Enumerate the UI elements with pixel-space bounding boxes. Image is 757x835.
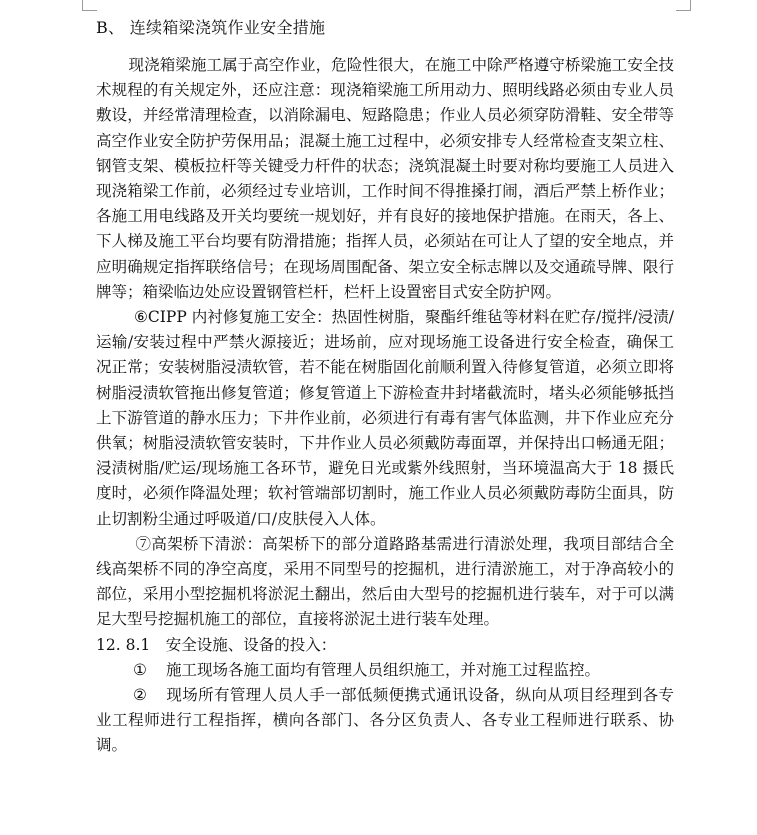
crop-mark-left <box>82 0 97 11</box>
section-heading: B、 连续箱梁浇筑作业安全措施 <box>96 18 326 37</box>
list-item-2-number: ② <box>133 686 147 705</box>
list-item-2-text: 现场所有管理人员人手一部低频便携式通讯设备，纵向从项目经理到各专业工程师进行工程指挥，横向各部门、各分区负责人、各专业工程师进行联系、协调。 <box>96 686 674 755</box>
crop-mark-right <box>676 0 691 11</box>
paragraph-bridge-dredging: ⑦高架桥下清淤：高架桥下的部分道路路基需进行清淤处理，我项目部结合全线高架桥不同的净空高度，采用不同型号的挖掘机，进行清淤施工，对于净高较小的部位，采用小型挖掘机将淤泥土翻出，然后由大型号的挖掘机进行装车，对于可以满足大型号挖掘机施工的部位，直接将淤泥土进行装车处理。 <box>96 534 674 629</box>
list-item-2 <box>96 683 674 759</box>
section-line-investment: 12. 8.1 安全设施、设备的投入： <box>96 635 337 654</box>
list-item-1-text: 施工现场各施工面均有管理人员组织施工，并对施工过程监控。 <box>166 660 601 679</box>
document-body <box>96 15 674 759</box>
list-item-1 <box>96 658 674 683</box>
paragraph-box-girder-safety: 现浇箱梁施工属于高空作业，危险性很大，在施工中除严格遵守桥梁施工安全技术规程的有关规定外，还应注意：现浇箱梁施工所用动力、照明线路必须由专业人员敷设，并经常清理检查，以消除漏电、短路隐患；作业人员必须穿防滑鞋、安全带等高空作业安全防护劳保用品；混凝土施工过程中，必须安排专人经常检查支架立柱、钢管支架、模板拉杆等关键受力杆件的状态；浇筑混凝土时要对称均要施工人员进入现浇箱梁工作前，必须经过专业培训，工作时间不得推搡打闹，酒后严禁上桥作业；各施工用电线路及开关均要统一规划好，并有良好的接地保护措施。在雨天，各上、下人梯及施工平台均要有防滑措施；指挥人员，必须站在可让人了望的安全地点，并应明确规定指挥联络信号；在现场周围配备、架立安全标志牌以及交通疏导牌、限行牌等；箱梁临边处应设置钢管栏杆，栏杆上设置密目式安全防护网。 <box>96 56 674 301</box>
list-item-1-number: ① <box>133 660 147 679</box>
paragraph-cipp-safety: ⑥CIPP 内衬修复施工安全：热固性树脂，聚酯纤维毡等材料在贮存/搅拌/浸渍/运输/安装过程中严禁火源接近；进场前，应对现场施工设备进行安全检查，确保工况正常；安装树脂浸渍软管，若不能在树脂固化前顺利置入待修复管道，必须立即将树脂浸渍软管拖出修复管道；修复管道上下游检查井封堵截流时，堵头必须能够抵挡上下游管道的静水压力；下井作业前，必须进行有毒有害气体监测，井下作业应充分供氧；树脂浸渍软管安装时，下井作业人员必须戴防毒面罩，并保持出口畅通无阻；浸渍树脂/贮运/现场施工各环节，避免日光或紫外线照射，当环境温高大于 18 摄氏度时，必须作降温处理；软衬管端部切割时，施工作业人员必须戴防毒防尘面具，防止切割粉尘通过呼吸道/口/皮肤侵入人体。 <box>96 308 674 528</box>
